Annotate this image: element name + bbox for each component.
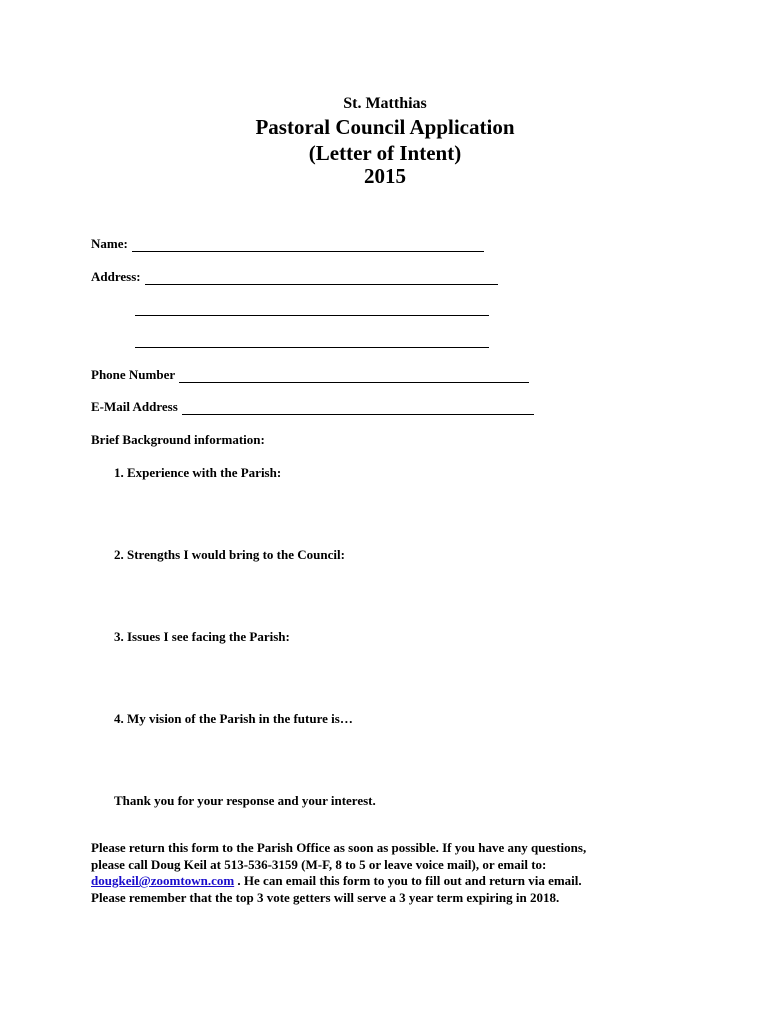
question-strengths: 2. Strengths I would bring to the Council: [114,547,345,562]
address-field-line-3[interactable] [135,347,489,348]
name-row [91,236,484,252]
phone-label: Phone Number [91,367,176,382]
phone-field-line[interactable] [179,370,529,383]
email-field-line[interactable] [182,402,534,415]
background-heading: Brief Background information: [91,432,265,447]
question-experience: 1. Experience with the Parish: [114,465,282,480]
contact-email-link[interactable]: dougkeil@zoomtown.com [91,873,235,888]
name-field-line[interactable] [132,239,484,252]
return-instructions-part1: Please return this form to the Parish Office as soon as possible. If you have any questions, please call Doug Keil at 513-536-3159 (M-F, 8 to 5 or leave voice mail), or email to: [91,840,587,872]
email-label: E-Mail Address [91,399,178,414]
parish-name: St. Matthias [343,95,427,112]
form-title: Pastoral Council Application [255,115,515,139]
thank-you-text: Thank you for your response and your interest. [114,793,376,808]
question-vision: 4. My vision of the Parish in the future is… [114,711,353,726]
address-label: Address: [91,269,141,284]
address-row [91,269,498,285]
email-row [91,399,534,415]
return-instructions-part2: . He can email this form to you to fill out and return via email. Please remember that the top 3 vote getters will serve a 3 year term expiring in 2018. [91,873,582,905]
address-field-line-2[interactable] [135,315,489,316]
question-issues: 3. Issues I see facing the Parish: [114,629,290,644]
form-year: 2015 [364,164,406,188]
form-subtitle: (Letter of Intent) [308,141,462,165]
return-instructions [91,840,611,906]
phone-row [91,367,529,383]
name-label: Name: [91,236,128,251]
address-field-line-1[interactable] [145,272,498,285]
